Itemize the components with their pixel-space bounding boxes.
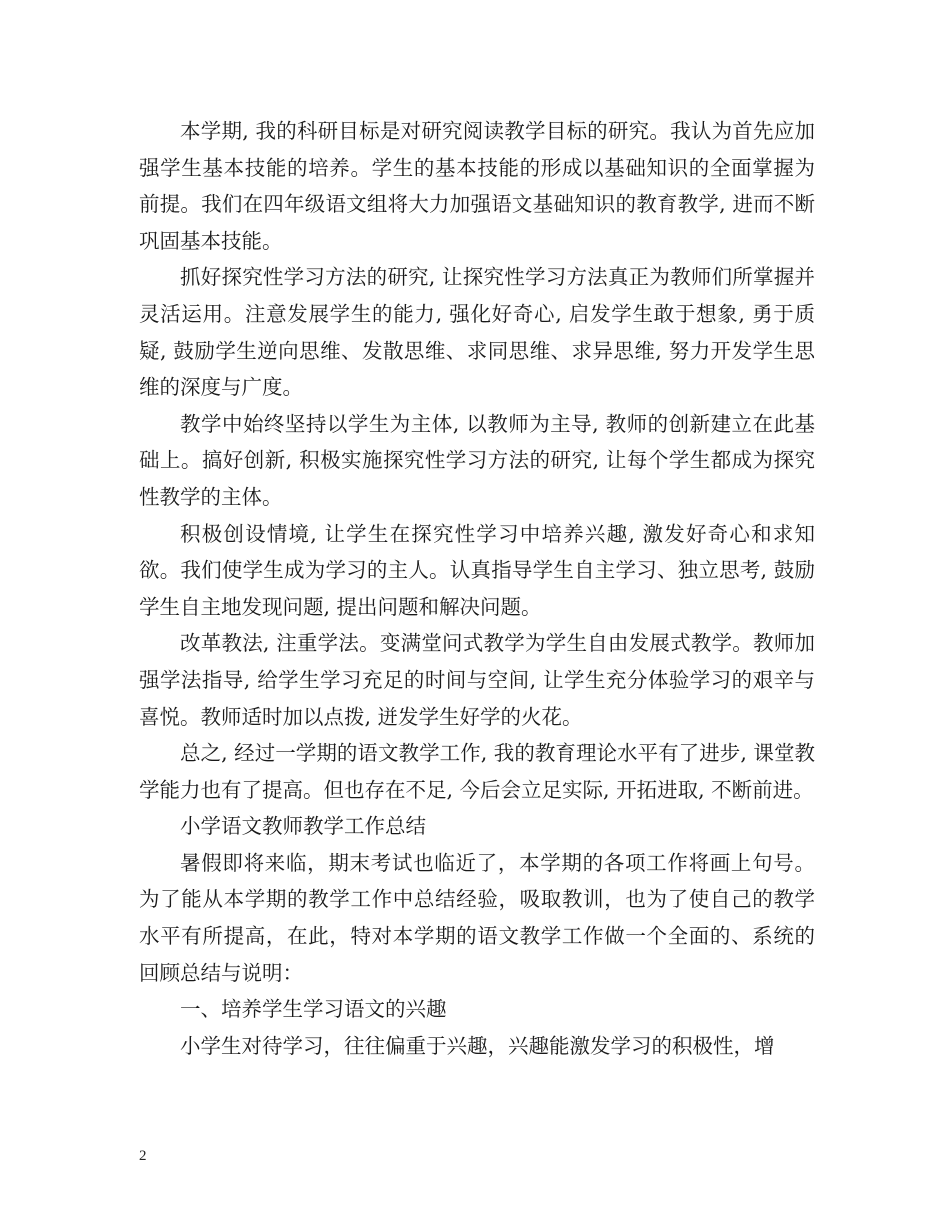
paragraph: 本学期, 我的科研目标是对研究阅读教学目标的研究。我认为首先应加强学生基本技能的培养。学生的基本技能的形成以基础知识的全面掌握为前提。我们在四年级语文组将大力加强语文基础知识的教育教学, 进而不断巩固基本技能。 — [139, 119, 815, 253]
section-heading: 小学语文教师教学工作总结 — [180, 814, 426, 839]
paragraph: 暑假即将来临，期末考试也临近了，本学期的各项工作将画上句号。为了能从本学期的教学工作中总结经验，吸取教训，也为了使自己的教学水平有所提高，在此，特对本学期的语文教学工作做一个全面的、系统的回顾总结与说明： — [139, 850, 815, 985]
paragraph: 小学生对待学习，往往偏重于兴趣，兴趣能激发学习的积极性，增 — [180, 1033, 775, 1058]
paragraph: 教学中始终坚持以学生为主体, 以教师为主导, 教师的创新建立在此基础上。搞好创新, 积极实施探究性学习方法的研究, 让每个学生都成为探究性教学的主体。 — [139, 411, 815, 509]
paragraph: 改革教法, 注重学法。变满堂问式教学为学生自由发展式教学。教师加强学法指导, 给学生学习充足的时间与空间, 让学生充分体验学习的艰辛与喜悦。教师适时加以点拨, 迸发学生好学的火花。 — [139, 631, 815, 729]
paragraph: 总之, 经过一学期的语文教学工作, 我的教育理论水平有了进步, 课堂教学能力也有了提高。但也存在不足, 今后会立足实际, 开拓进取, 不断前进。 — [139, 741, 815, 802]
section-heading: 一、培养学生学习语文的兴趣 — [180, 997, 447, 1022]
document-body — [139, 113, 815, 1064]
page-number: 2 — [139, 1148, 147, 1164]
paragraph: 积极创设情境, 让学生在探究性学习中培养兴趣, 激发好奇心和求知欲。我们使学生成为学习的主人。认真指导学生自主学习、独立思考, 鼓励学生自主地发现问题, 提出问题和解决问题。 — [139, 521, 815, 619]
paragraph: 抓好探究性学习方法的研究, 让探究性学习方法真正为教师们所掌握并灵活运用。注意发展学生的能力, 强化好奇心, 启发学生敢于想象, 勇于质疑, 鼓励学生逆向思维、发散思维、求同思维、求异思维, 努力开发学生思维的深度与广度。 — [139, 265, 815, 400]
